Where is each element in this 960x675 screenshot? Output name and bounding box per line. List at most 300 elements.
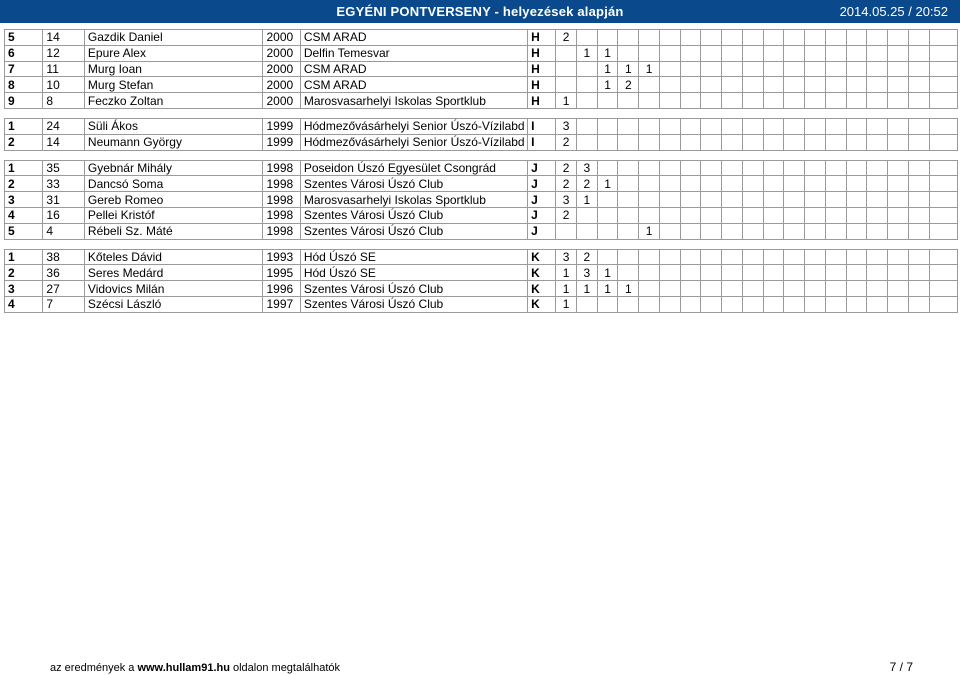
- empty-cell: [929, 176, 957, 192]
- empty-cell: [867, 192, 888, 208]
- empty-cell: [763, 176, 784, 192]
- placement-count-cell: [639, 176, 660, 192]
- empty-cell: [701, 118, 722, 134]
- placement-count-cell: [639, 207, 660, 223]
- placement-count-cell: [618, 134, 639, 150]
- empty-cell: [680, 77, 701, 93]
- empty-cell: [929, 296, 957, 312]
- placement-count-cell: [556, 61, 577, 77]
- empty-cell: [846, 281, 867, 297]
- empty-cell: [742, 281, 763, 297]
- placement-count-cell: [576, 134, 597, 150]
- empty-cell: [825, 45, 846, 61]
- empty-cell: [805, 176, 826, 192]
- placement-count-cell: [639, 281, 660, 297]
- rank-cell: 1: [5, 249, 43, 265]
- empty-cell: [888, 281, 909, 297]
- rank-cell: 3: [5, 192, 43, 208]
- placement-count-cell: 1: [597, 77, 618, 93]
- rank-cell: 1: [5, 160, 43, 176]
- empty-cell: [680, 192, 701, 208]
- placement-count-cell: [597, 118, 618, 134]
- empty-cell: [784, 160, 805, 176]
- empty-cell: [784, 296, 805, 312]
- empty-cell: [929, 45, 957, 61]
- empty-cell: [722, 160, 743, 176]
- rank-cell: 2: [5, 176, 43, 192]
- empty-cell: [701, 265, 722, 281]
- empty-cell: [680, 265, 701, 281]
- empty-cell: [784, 207, 805, 223]
- empty-cell: [908, 265, 929, 281]
- placement-count-cell: [618, 265, 639, 281]
- placement-count-cell: [597, 30, 618, 46]
- empty-cell: [825, 30, 846, 46]
- empty-cell: [929, 118, 957, 134]
- empty-cell: [680, 281, 701, 297]
- empty-cell: [888, 45, 909, 61]
- empty-cell: [888, 77, 909, 93]
- empty-cell: [722, 45, 743, 61]
- empty-cell: [701, 61, 722, 77]
- empty-cell: [680, 118, 701, 134]
- empty-cell: [763, 207, 784, 223]
- table-row: [5, 118, 958, 134]
- empty-cell: [742, 93, 763, 109]
- empty-cell: [701, 30, 722, 46]
- rank-cell: 2: [5, 134, 43, 150]
- empty-cell: [722, 118, 743, 134]
- name-cell: Gyebnár Mihály: [84, 160, 263, 176]
- empty-cell: [701, 160, 722, 176]
- empty-cell: [825, 160, 846, 176]
- start-number-cell: 10: [43, 77, 85, 93]
- empty-cell: [846, 249, 867, 265]
- start-number-cell: 8: [43, 93, 85, 109]
- club-cell: Szentes Városi Úszó Club: [300, 207, 527, 223]
- empty-cell: [888, 61, 909, 77]
- empty-cell: [867, 61, 888, 77]
- placement-count-cell: [576, 118, 597, 134]
- empty-cell: [825, 265, 846, 281]
- start-number-cell: 14: [43, 30, 85, 46]
- placement-count-cell: [618, 118, 639, 134]
- table-row: [5, 192, 958, 208]
- footer-text-after: oldalon megtalálhatók: [229, 662, 341, 674]
- empty-cell: [805, 61, 826, 77]
- empty-cell: [722, 223, 743, 239]
- empty-cell: [846, 61, 867, 77]
- empty-cell: [929, 93, 957, 109]
- empty-cell: [763, 61, 784, 77]
- placement-count-cell: [618, 223, 639, 239]
- empty-cell: [659, 30, 680, 46]
- empty-cell: [680, 296, 701, 312]
- birth-year-cell: 1993: [263, 249, 300, 265]
- placement-count-cell: [556, 223, 577, 239]
- empty-cell: [784, 281, 805, 297]
- empty-cell: [722, 61, 743, 77]
- placement-count-cell: [556, 77, 577, 93]
- placement-count-cell: 1: [576, 45, 597, 61]
- table-row: [5, 265, 958, 281]
- empty-cell: [680, 61, 701, 77]
- placement-count-cell: 2: [556, 134, 577, 150]
- empty-cell: [929, 265, 957, 281]
- birth-year-cell: 1999: [263, 134, 300, 150]
- empty-cell: [867, 207, 888, 223]
- placement-count-cell: [618, 160, 639, 176]
- empty-cell: [805, 93, 826, 109]
- category-cell: I: [528, 118, 556, 134]
- empty-cell: [742, 118, 763, 134]
- name-cell: Feczko Zoltan: [84, 93, 263, 109]
- club-cell: CSM ARAD: [300, 30, 527, 46]
- empty-cell: [722, 192, 743, 208]
- empty-cell: [825, 134, 846, 150]
- empty-cell: [929, 77, 957, 93]
- birth-year-cell: 1997: [263, 296, 300, 312]
- empty-cell: [908, 281, 929, 297]
- name-cell: Rébeli Sz. Máté: [84, 223, 263, 239]
- name-cell: Pellei Kristóf: [84, 207, 263, 223]
- empty-cell: [888, 223, 909, 239]
- placement-count-cell: [597, 93, 618, 109]
- club-cell: Marosvasarhelyi Iskolas Sportklub: [300, 192, 527, 208]
- page-number: 7 / 7: [889, 660, 913, 674]
- footer-site-link[interactable]: www.hullam91.hu: [137, 662, 230, 674]
- rank-cell: 2: [5, 265, 43, 281]
- category-cell: H: [528, 30, 556, 46]
- empty-cell: [867, 265, 888, 281]
- table-row: [5, 61, 958, 77]
- name-cell: Süli Ákos: [84, 118, 263, 134]
- empty-cell: [867, 134, 888, 150]
- empty-cell: [805, 77, 826, 93]
- club-cell: Hód Úszó SE: [300, 249, 527, 265]
- empty-cell: [722, 176, 743, 192]
- empty-cell: [784, 223, 805, 239]
- placement-count-cell: [618, 207, 639, 223]
- birth-year-cell: 1995: [263, 265, 300, 281]
- birth-year-cell: 2000: [263, 93, 300, 109]
- table-row: [5, 207, 958, 223]
- category-cell: J: [528, 160, 556, 176]
- empty-cell: [763, 296, 784, 312]
- empty-cell: [763, 160, 784, 176]
- start-number-cell: 11: [43, 61, 85, 77]
- club-cell: Szentes Városi Úszó Club: [300, 281, 527, 297]
- empty-cell: [825, 118, 846, 134]
- empty-cell: [701, 249, 722, 265]
- empty-cell: [722, 296, 743, 312]
- placement-count-cell: 2: [556, 30, 577, 46]
- table-row: [5, 30, 958, 46]
- start-number-cell: 16: [43, 207, 85, 223]
- empty-cell: [659, 45, 680, 61]
- placement-count-cell: 3: [556, 118, 577, 134]
- birth-year-cell: 2000: [263, 45, 300, 61]
- empty-cell: [763, 45, 784, 61]
- category-cell: H: [528, 77, 556, 93]
- placement-count-cell: 2: [556, 160, 577, 176]
- placement-count-cell: 3: [576, 265, 597, 281]
- placement-count-cell: [639, 296, 660, 312]
- empty-cell: [805, 118, 826, 134]
- birth-year-cell: 1999: [263, 118, 300, 134]
- empty-cell: [763, 93, 784, 109]
- club-cell: Hód Úszó SE: [300, 265, 527, 281]
- birth-year-cell: 2000: [263, 30, 300, 46]
- placement-count-cell: 1: [597, 61, 618, 77]
- empty-cell: [742, 176, 763, 192]
- header-bar: [0, 0, 960, 23]
- empty-cell: [805, 160, 826, 176]
- name-cell: Vidovics Milán: [84, 281, 263, 297]
- club-cell: Delfin Temesvar: [300, 45, 527, 61]
- empty-cell: [680, 30, 701, 46]
- empty-cell: [867, 176, 888, 192]
- placement-count-cell: 3: [576, 160, 597, 176]
- empty-cell: [929, 249, 957, 265]
- club-cell: Szentes Városi Úszó Club: [300, 296, 527, 312]
- placement-count-cell: [639, 160, 660, 176]
- empty-cell: [659, 207, 680, 223]
- placement-count-cell: [618, 176, 639, 192]
- empty-cell: [908, 160, 929, 176]
- empty-cell: [659, 223, 680, 239]
- empty-cell: [659, 77, 680, 93]
- placement-count-cell: 2: [576, 176, 597, 192]
- empty-cell: [825, 223, 846, 239]
- empty-cell: [784, 134, 805, 150]
- rank-cell: 4: [5, 296, 43, 312]
- empty-cell: [680, 45, 701, 61]
- club-cell: CSM ARAD: [300, 61, 527, 77]
- placement-count-cell: [576, 61, 597, 77]
- empty-cell: [805, 45, 826, 61]
- birth-year-cell: 2000: [263, 77, 300, 93]
- empty-cell: [659, 296, 680, 312]
- empty-cell: [888, 160, 909, 176]
- empty-cell: [825, 61, 846, 77]
- placement-count-cell: [556, 45, 577, 61]
- empty-cell: [701, 281, 722, 297]
- empty-cell: [742, 134, 763, 150]
- birth-year-cell: 1998: [263, 207, 300, 223]
- empty-cell: [929, 134, 957, 150]
- empty-cell: [701, 45, 722, 61]
- table-row: [5, 176, 958, 192]
- placement-count-cell: 1: [639, 223, 660, 239]
- empty-cell: [846, 160, 867, 176]
- empty-cell: [784, 265, 805, 281]
- placement-count-cell: [597, 160, 618, 176]
- empty-cell: [867, 281, 888, 297]
- category-cell: H: [528, 93, 556, 109]
- placement-count-cell: [576, 77, 597, 93]
- rank-cell: 4: [5, 207, 43, 223]
- empty-cell: [763, 192, 784, 208]
- table-row: [5, 160, 958, 176]
- empty-cell: [825, 296, 846, 312]
- empty-cell: [846, 93, 867, 109]
- birth-year-cell: 2000: [263, 61, 300, 77]
- placement-count-cell: [618, 296, 639, 312]
- placement-count-cell: [639, 134, 660, 150]
- placement-count-cell: 1: [556, 296, 577, 312]
- placement-count-cell: 1: [556, 281, 577, 297]
- empty-cell: [680, 93, 701, 109]
- placement-count-cell: [597, 296, 618, 312]
- table-row: [5, 77, 958, 93]
- placement-count-cell: [576, 93, 597, 109]
- name-cell: Seres Medárd: [84, 265, 263, 281]
- empty-cell: [722, 30, 743, 46]
- placement-count-cell: 1: [556, 265, 577, 281]
- placement-count-cell: [597, 192, 618, 208]
- empty-cell: [701, 223, 722, 239]
- empty-cell: [784, 118, 805, 134]
- empty-cell: [888, 176, 909, 192]
- placement-count-cell: [576, 223, 597, 239]
- start-number-cell: 35: [43, 160, 85, 176]
- start-number-cell: 7: [43, 296, 85, 312]
- empty-cell: [908, 118, 929, 134]
- empty-cell: [846, 118, 867, 134]
- empty-cell: [908, 192, 929, 208]
- empty-cell: [680, 249, 701, 265]
- category-cell: K: [528, 249, 556, 265]
- start-number-cell: 38: [43, 249, 85, 265]
- rank-cell: 6: [5, 45, 43, 61]
- placement-count-cell: [639, 77, 660, 93]
- club-cell: Hódmezővásárhelyi Senior Úszó-Vízilabd: [300, 118, 527, 134]
- start-number-cell: 14: [43, 134, 85, 150]
- start-number-cell: 27: [43, 281, 85, 297]
- placement-count-cell: [618, 30, 639, 46]
- empty-cell: [722, 265, 743, 281]
- placement-count-cell: [639, 45, 660, 61]
- empty-cell: [846, 265, 867, 281]
- empty-cell: [659, 281, 680, 297]
- birth-year-cell: 1996: [263, 281, 300, 297]
- empty-cell: [929, 30, 957, 46]
- placement-count-cell: 1: [618, 281, 639, 297]
- category-cell: H: [528, 45, 556, 61]
- empty-cell: [722, 281, 743, 297]
- category-cell: K: [528, 265, 556, 281]
- empty-cell: [784, 45, 805, 61]
- placement-count-cell: 2: [556, 176, 577, 192]
- empty-cell: [722, 134, 743, 150]
- empty-cell: [846, 223, 867, 239]
- empty-cell: [742, 223, 763, 239]
- empty-cell: [867, 223, 888, 239]
- empty-cell: [888, 118, 909, 134]
- empty-cell: [701, 192, 722, 208]
- start-number-cell: 33: [43, 176, 85, 192]
- name-cell: Dancsó Soma: [84, 176, 263, 192]
- empty-cell: [701, 176, 722, 192]
- placement-count-cell: [639, 249, 660, 265]
- empty-cell: [763, 118, 784, 134]
- category-cell: J: [528, 223, 556, 239]
- empty-cell: [659, 265, 680, 281]
- empty-cell: [680, 176, 701, 192]
- empty-cell: [742, 45, 763, 61]
- group-separator: [5, 150, 958, 160]
- placement-count-cell: [618, 93, 639, 109]
- empty-cell: [701, 207, 722, 223]
- empty-cell: [742, 77, 763, 93]
- empty-cell: [805, 192, 826, 208]
- empty-cell: [805, 207, 826, 223]
- empty-cell: [825, 93, 846, 109]
- table-row: [5, 249, 958, 265]
- placement-count-cell: 1: [576, 192, 597, 208]
- placement-count-cell: 3: [556, 192, 577, 208]
- group-separator: [5, 108, 958, 118]
- table-row: [5, 45, 958, 61]
- empty-cell: [805, 249, 826, 265]
- name-cell: Murg Ioan: [84, 61, 263, 77]
- empty-cell: [784, 77, 805, 93]
- empty-cell: [742, 61, 763, 77]
- empty-cell: [784, 30, 805, 46]
- empty-cell: [908, 61, 929, 77]
- placement-count-cell: [618, 249, 639, 265]
- empty-cell: [763, 265, 784, 281]
- empty-cell: [888, 134, 909, 150]
- placement-count-cell: 2: [576, 249, 597, 265]
- empty-cell: [784, 192, 805, 208]
- placement-count-cell: [576, 296, 597, 312]
- empty-cell: [722, 77, 743, 93]
- empty-cell: [846, 134, 867, 150]
- category-cell: J: [528, 176, 556, 192]
- empty-cell: [846, 176, 867, 192]
- rank-cell: 7: [5, 61, 43, 77]
- category-cell: J: [528, 192, 556, 208]
- results-table: [4, 29, 958, 313]
- empty-cell: [867, 118, 888, 134]
- empty-cell: [805, 30, 826, 46]
- rank-cell: 5: [5, 223, 43, 239]
- name-cell: Kőteles Dávid: [84, 249, 263, 265]
- placement-count-cell: [576, 30, 597, 46]
- empty-cell: [929, 61, 957, 77]
- table-row: [5, 296, 958, 312]
- empty-cell: [867, 93, 888, 109]
- empty-cell: [763, 134, 784, 150]
- birth-year-cell: 1998: [263, 176, 300, 192]
- empty-cell: [846, 192, 867, 208]
- empty-cell: [742, 265, 763, 281]
- name-cell: Gazdik Daniel: [84, 30, 263, 46]
- club-cell: Hódmezővásárhelyi Senior Úszó-Vízilabd: [300, 134, 527, 150]
- club-cell: Poseidon Úszó Egyesület Csongrád: [300, 160, 527, 176]
- placement-count-cell: [639, 118, 660, 134]
- empty-cell: [888, 207, 909, 223]
- empty-cell: [659, 192, 680, 208]
- placement-count-cell: 1: [639, 61, 660, 77]
- rank-cell: 3: [5, 281, 43, 297]
- empty-cell: [763, 249, 784, 265]
- placement-count-cell: [639, 30, 660, 46]
- name-cell: Neumann György: [84, 134, 263, 150]
- placement-count-cell: 2: [556, 207, 577, 223]
